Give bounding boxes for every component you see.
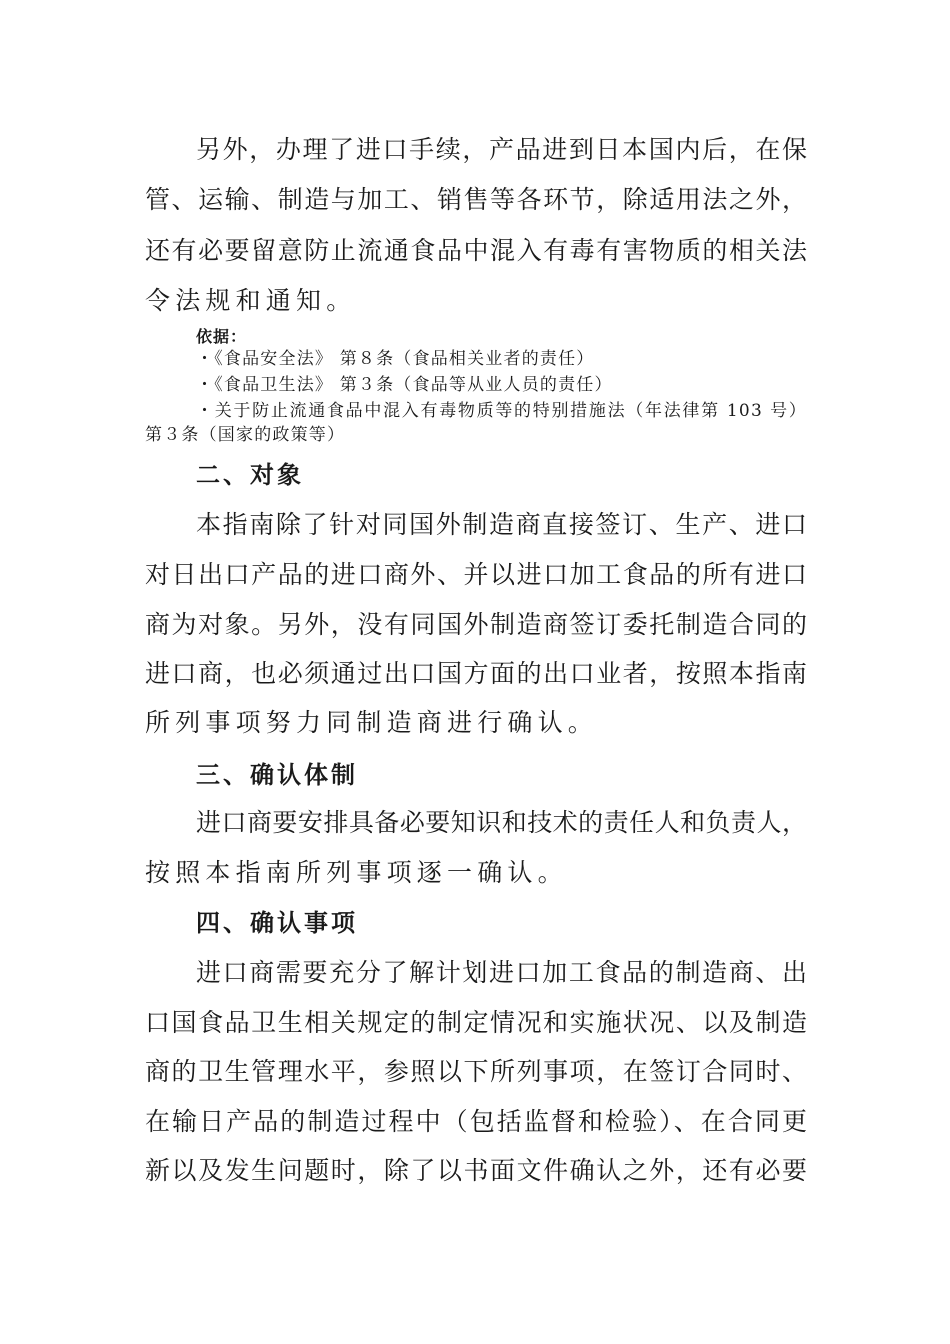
section-heading: 三、确认体制 <box>196 761 358 789</box>
paragraph-line: 所列事项努力同制造商进行确认。 <box>145 708 599 737</box>
paragraph-line: 新以及发生问题时，除了以书面文件确认之外，还有必要 <box>145 1156 807 1185</box>
paragraph-line: 商的卫生管理水平，参照以下所列事项，在签订合同时、 <box>145 1057 807 1086</box>
paragraph-line: 另外，办理了进口手续，产品进到日本国内后，在保 <box>196 135 807 164</box>
paragraph-line: 按照本指南所列事项逐一确认。 <box>145 858 568 887</box>
paragraph-line: 本指南除了针对同国外制造商直接签订、生产、进口 <box>196 510 807 539</box>
paragraph-line: 对日出口产品的进口商外、并以进口加工食品的所有进口 <box>145 560 807 589</box>
paragraph-line: 令法规和通知。 <box>145 286 357 315</box>
paragraph-line: 还有必要留意防止流通食品中混入有毒有害物质的相关法 <box>145 236 807 265</box>
basis-continuation: 第３条（国家的政策等） <box>145 425 346 445</box>
paragraph-line: 进口商，也必须通过出口国方面的出口业者，按照本指南 <box>145 659 807 688</box>
basis-item: ・关于防止流通食品中混入有毒物质等的特别措施法（年法律第 103 号） <box>196 401 807 421</box>
basis-item: ・《食品安全法》 第８条（食品相关业者的责任） <box>196 349 595 369</box>
paragraph-line: 在输日产品的制造过程中（包括监督和检验）、在合同更 <box>145 1107 807 1136</box>
paragraph-line: 管、运输、制造与加工、销售等各环节，除适用法之外， <box>145 185 807 214</box>
paragraph-line: 进口商要安排具备必要知识和技术的责任人和负责人， <box>196 808 807 837</box>
basis-item: ・《食品卫生法》 第３条（食品等从业人员的责任） <box>196 375 613 395</box>
paragraph-line: 进口商需要充分了解计划进口加工食品的制造商、出 <box>196 958 807 987</box>
basis-title: 依据： <box>196 327 248 346</box>
section-heading: 四、确认事项 <box>196 909 358 937</box>
section-heading: 二、对象 <box>196 461 304 489</box>
paragraph-line: 口国食品卫生相关规定的制定情况和实施状况、以及制造 <box>145 1008 807 1037</box>
paragraph-line: 商为对象。另外，没有同国外制造商签订委托制造合同的 <box>145 610 807 639</box>
